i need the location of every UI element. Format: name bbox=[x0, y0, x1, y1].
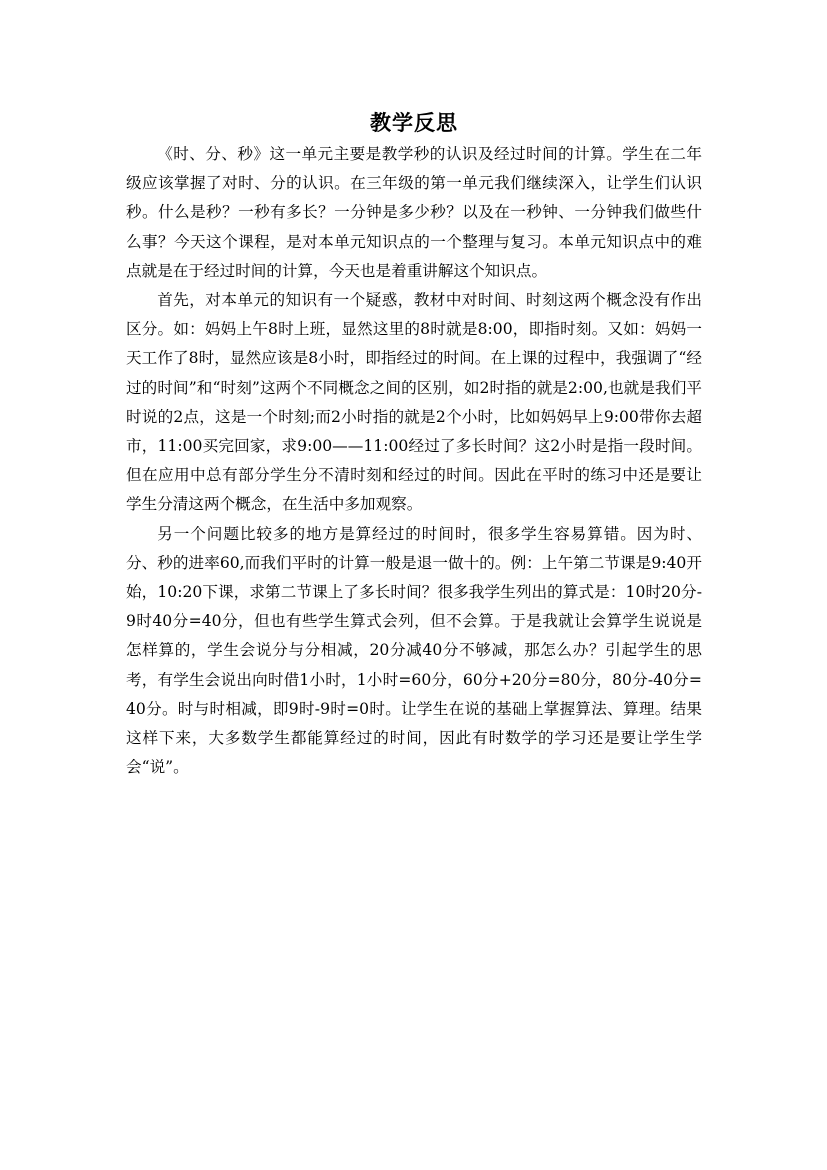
document-page bbox=[126, 108, 702, 782]
page-title: 教学反思 bbox=[370, 111, 458, 135]
paragraph-intro: 《时、分、秒》这一单元主要是教学秒的认识及经过时间的计算。学生在二年级应该掌握了对时、分的认识。在三年级的第一单元我们继续深入，让学生们认识秒。什么是秒？一秒有多长？一分钟是多少秒？以及在一秒钟、一分钟我们做些什么事？今天这个课程，是对本单元知识点的一个整理与复习。本单元知识点中的难点就是在于经过时间的计算，今天也是着重讲解这个知识点。 bbox=[126, 145, 702, 280]
paragraph-time-vs-moment: 首先，对本单元的知识有一个疑惑，教材中对时间、时刻这两个概念没有作出区分。如：妈妈上午8时上班，显然这里的8时就是8:00，即指时刻。又如：妈妈一天工作了8时，显然应该是8小时，即指经过的时间。在上课的过程中，我强调了“经过的时间”和“时刻”这两个不同概念之间的区别，如2时指的就是2:00,也就是我们平时说的2点，这是一个时刻;而2小时指的就是2个小时，比如妈妈早上9:00带你去超市，11:00买完回家，求9:00——11:00经过了多长时间？这2小时是指一段时间。但在应用中总有部分学生分不清时刻和经过的时间。因此在平时的练习中还是要让学生分清这两个概念，在生活中多加观察。 bbox=[126, 291, 702, 514]
paragraph-calculation: 另一个问题比较多的地方是算经过的时间时，很多学生容易算错。因为时、分、秒的进率60,而我们平时的计算一般是退一做十的。例：上午第二节课是9:40开始，10:20下课，求第二节课上了多长时间？很多我学生列出的算式是：10时20分-9时40分=40分，但也有些学生算式会列，但不会算。于是我就让会算学生说说是怎样算的，学生会说分与分相减，20分减40分不够减，那怎么办？引起学生的思考，有学生会说出向时借1小时，1小时=60分，60分+20分=80分，80分-40分=40分。时与时相减，即9时-9时=0时。让学生在说的基础上掌握算法、算理。结果这样下来，大多数学生都能算经过的时间，因此有时数学的学习还是要让学生学会“说”。 bbox=[126, 524, 702, 777]
